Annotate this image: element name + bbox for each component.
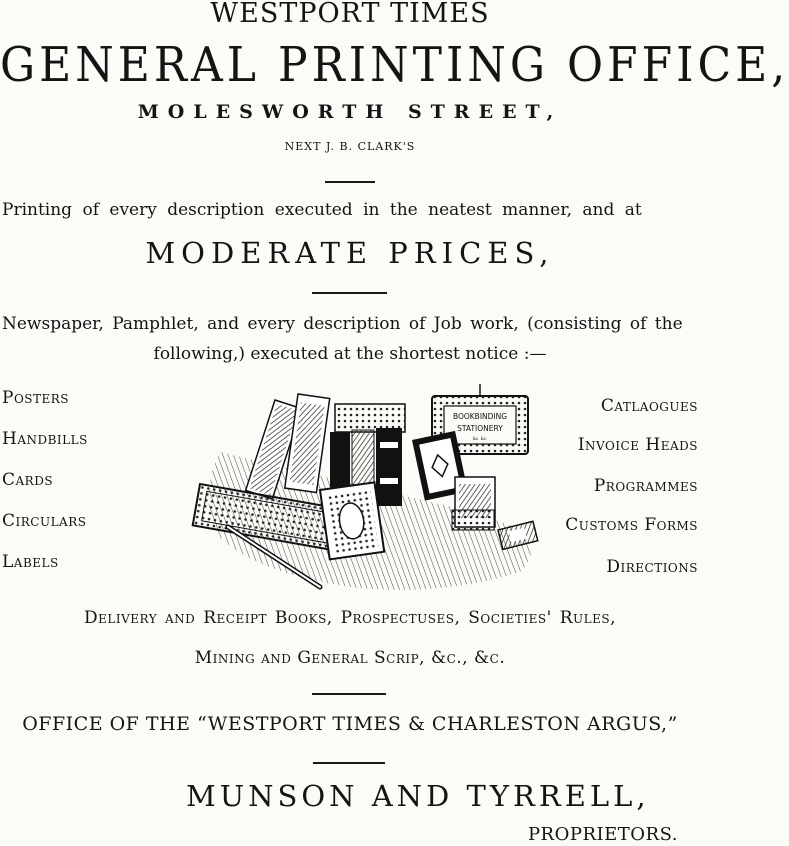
office-of-line: OFFICE OF THE “WESTPORT TIMES & CHARLESTON ARGUS,”: [22, 713, 678, 735]
list-item-directions: Directions: [606, 557, 698, 577]
newspaper-name: WESTPORT TIMES: [210, 0, 490, 29]
job-work-line-2: following,) executed at the shortest notice :—: [153, 344, 547, 364]
divider-rule: [312, 292, 387, 294]
list-item-labels: Labels: [2, 552, 59, 572]
intro-text: Printing of every description executed in the neatest manner, and at: [2, 200, 642, 220]
proprietors-title: PROPRIETORS.: [527, 824, 678, 845]
divider-rule: [325, 181, 375, 183]
job-work-line-1: Newspaper, Pamphlet, and every description of Job work, (consisting of the: [2, 314, 683, 334]
sign-text-bookbinding: BOOKBINDING: [452, 412, 508, 421]
street-address: MOLESWORTH STREET,: [137, 101, 563, 123]
sign-text-etc: &c. &c.: [472, 436, 488, 441]
list-item-circulars: Circulars: [2, 511, 87, 531]
sign-text-stationery: STATIONERY: [457, 424, 503, 433]
list-item-customs-forms: Customs Forms: [565, 515, 698, 535]
list-item-handbills: Handbills: [2, 429, 88, 449]
list-item-invoice-heads: Invoice Heads: [577, 435, 698, 455]
list-item-posters: Posters: [2, 388, 70, 408]
office-title: GENERAL PRINTING OFFICE,: [0, 37, 789, 94]
other-work-line-1: Delivery and Receipt Books, Prospectuses, Societies' Rules,: [84, 608, 616, 628]
divider-rule: [313, 762, 385, 764]
list-item-catalogues: Catlaogues: [600, 396, 698, 416]
list-item-cards: Cards: [2, 470, 54, 490]
moderate-prices: MODERATE PRICES,: [145, 236, 555, 270]
proprietor-names: MUNSON AND TYRRELL,: [186, 779, 650, 813]
address-note: NEXT J. B. CLARK'S: [284, 140, 416, 153]
divider-rule: [312, 693, 386, 695]
list-item-programmes: Programmes: [593, 476, 698, 496]
stationery-illustration: [180, 382, 550, 607]
other-work-line-2: Mining and General Scrip, &c., &c.: [194, 648, 506, 668]
